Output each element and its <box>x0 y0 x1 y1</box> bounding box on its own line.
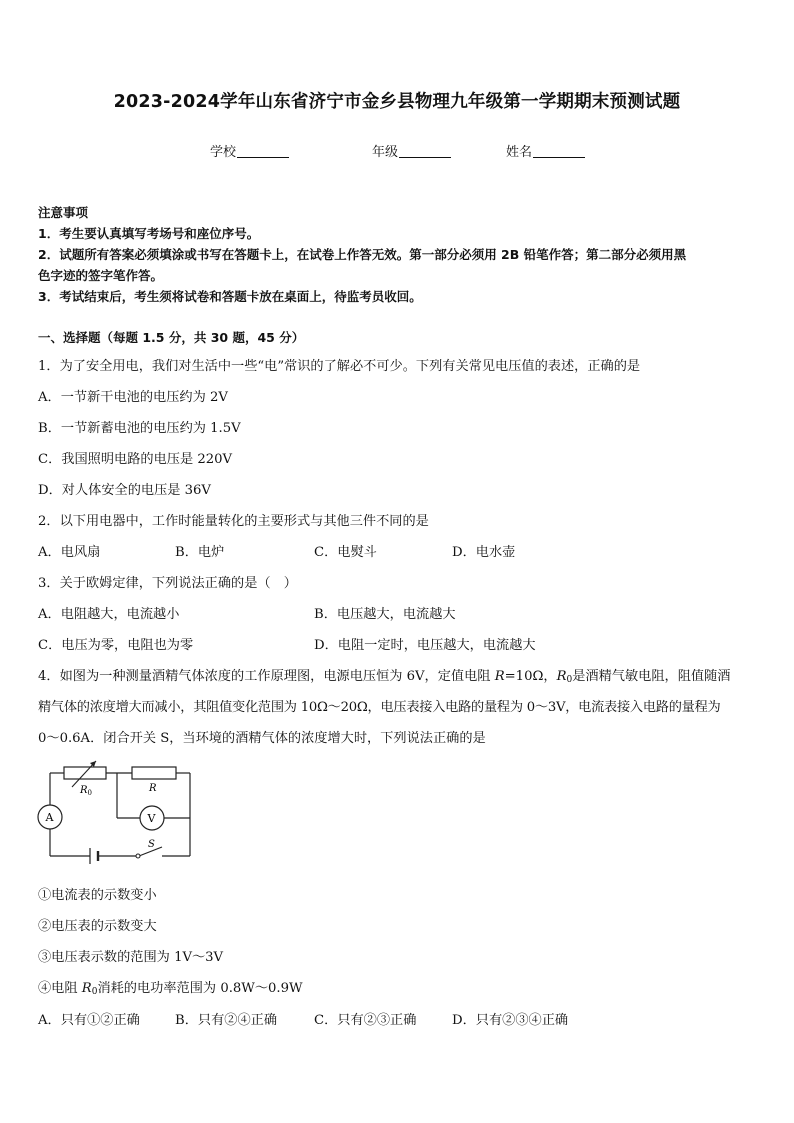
q1-option-c[interactable]: C．我国照明电路的电压是 220V <box>38 452 233 467</box>
q4-statement-4-text-a: ④电阻 <box>38 981 82 996</box>
q4-option-b[interactable]: B．只有②④正确 <box>175 1013 278 1028</box>
q4-option-c[interactable]: C．只有②③正确 <box>314 1013 417 1028</box>
q4-option-d[interactable]: D．只有②③④正确 <box>452 1013 569 1028</box>
q3-option-a[interactable]: A．电阻越大，电流越小 <box>38 607 180 622</box>
school-blank[interactable] <box>237 144 289 158</box>
q2-option-b[interactable]: B．电炉 <box>175 545 225 560</box>
switch-contact <box>136 854 140 858</box>
q4-statement-4-text-b: 消耗的电功率范围为 0.8W～0.9W <box>97 981 303 996</box>
r0-label-sub: 0 <box>87 789 92 797</box>
q4-statement-2: ②电压表的示数变大 <box>38 919 157 934</box>
section-heading: 一、选择题（每题 1.5 分，共 30 题，45 分） <box>38 330 305 345</box>
switch-label: S <box>148 839 155 850</box>
q2-option-c[interactable]: C．电熨斗 <box>314 545 377 560</box>
q4-statement-4 <box>38 977 303 997</box>
q4-symbol-r0: R <box>556 669 567 684</box>
school-field[interactable] <box>210 141 289 160</box>
q1-option-a[interactable]: A．一节新干电池的电压约为 2V <box>38 390 228 405</box>
q1-option-d[interactable]: D．对人体安全的电压是 36V <box>38 483 211 498</box>
q4-line1-text-c: 是酒精气敏电阻，阻值随酒 <box>572 669 731 684</box>
ammeter-label: A <box>45 811 54 824</box>
r-resistor <box>132 767 176 779</box>
q4-statement-4-sub: 0 <box>91 987 98 997</box>
notice-heading: 注意事项 <box>38 205 89 220</box>
school-label: 学校 <box>210 145 237 160</box>
q4-symbol-r: R <box>494 669 505 684</box>
q4-stem-line1 <box>38 665 731 685</box>
r0-label <box>79 785 92 797</box>
q3-option-d[interactable]: D．电阻一定时，电压越大，电流越大 <box>314 638 536 653</box>
r0-label-letter: R <box>80 785 88 796</box>
notice-item-1: 1．考生要认真填写考场号和座位序号。 <box>38 226 260 241</box>
notice-item-3: 3．考试结束后，考生须将试卷和答题卡放在桌面上，待监考员收回。 <box>38 289 422 304</box>
q4-option-a[interactable]: A．只有①②正确 <box>38 1013 140 1028</box>
q4-symbol-r0-sub: 0 <box>566 675 573 685</box>
q4-statement-3: ③电压表示数的范围为 1V～3V <box>38 950 224 965</box>
grade-field[interactable] <box>372 141 451 160</box>
notice-item-2-cont: 色字迹的签字笔作答。 <box>38 268 164 283</box>
notice-item-2: 2．试题所有答案必须填涂或书写在答题卡上，在试卷上作答无效。第一部分必须用 2B 铅笔作答；第二部分必须用黑 <box>38 247 687 262</box>
name-label: 姓名 <box>506 145 533 160</box>
page-title: 2023-2024学年山东省济宁市金乡县物理九年级第一学期期末预测试题 <box>113 92 681 112</box>
q4-line1-text-b: =10Ω， <box>504 669 557 684</box>
q3-stem: 3．关于欧姆定律，下列说法正确的是（ ） <box>38 576 297 591</box>
q4-statement-4-symbol: R <box>81 981 92 996</box>
name-field[interactable] <box>506 141 585 160</box>
q3-option-b[interactable]: B．电压越大，电流越大 <box>314 607 456 622</box>
q1-stem: 1．为了安全用电，我们对生活中一些“电”常识的了解必不可少。下列有关常见电压值的表述，正确的是 <box>38 359 641 374</box>
r-label: R <box>149 783 157 794</box>
q4-stem-line3: 0～0.6A．闭合开关 S，当环境的酒精气体的浓度增大时，下列说法正确的是 <box>38 731 486 746</box>
q4-line1-text-a: 4．如图为一种测量酒精气体浓度的工作原理图，电源电压恒为 6V，定值电阻 <box>38 669 495 684</box>
circuit-diagram <box>36 760 196 864</box>
q4-stem-line2: 精气体的浓度增大而减小，其阻值变化范围为 10Ω～20Ω，电压表接入电路的量程为 0～3V，电流表接入电路的量程为 <box>38 700 721 715</box>
voltmeter-label: V <box>147 812 156 825</box>
name-blank[interactable] <box>533 144 585 158</box>
grade-blank[interactable] <box>399 144 451 158</box>
grade-label: 年级 <box>372 145 399 160</box>
q3-option-c[interactable]: C．电压为零，电阻也为零 <box>38 638 194 653</box>
q4-statement-1: ①电流表的示数变小 <box>38 888 157 903</box>
q2-stem: 2．以下用电器中，工作时能量转化的主要形式与其他三件不同的是 <box>38 514 429 529</box>
q1-option-b[interactable]: B．一节新蓄电池的电压约为 1.5V <box>38 421 241 436</box>
q2-option-a[interactable]: A．电风扇 <box>38 545 101 560</box>
q2-option-d[interactable]: D．电水壶 <box>452 545 516 560</box>
